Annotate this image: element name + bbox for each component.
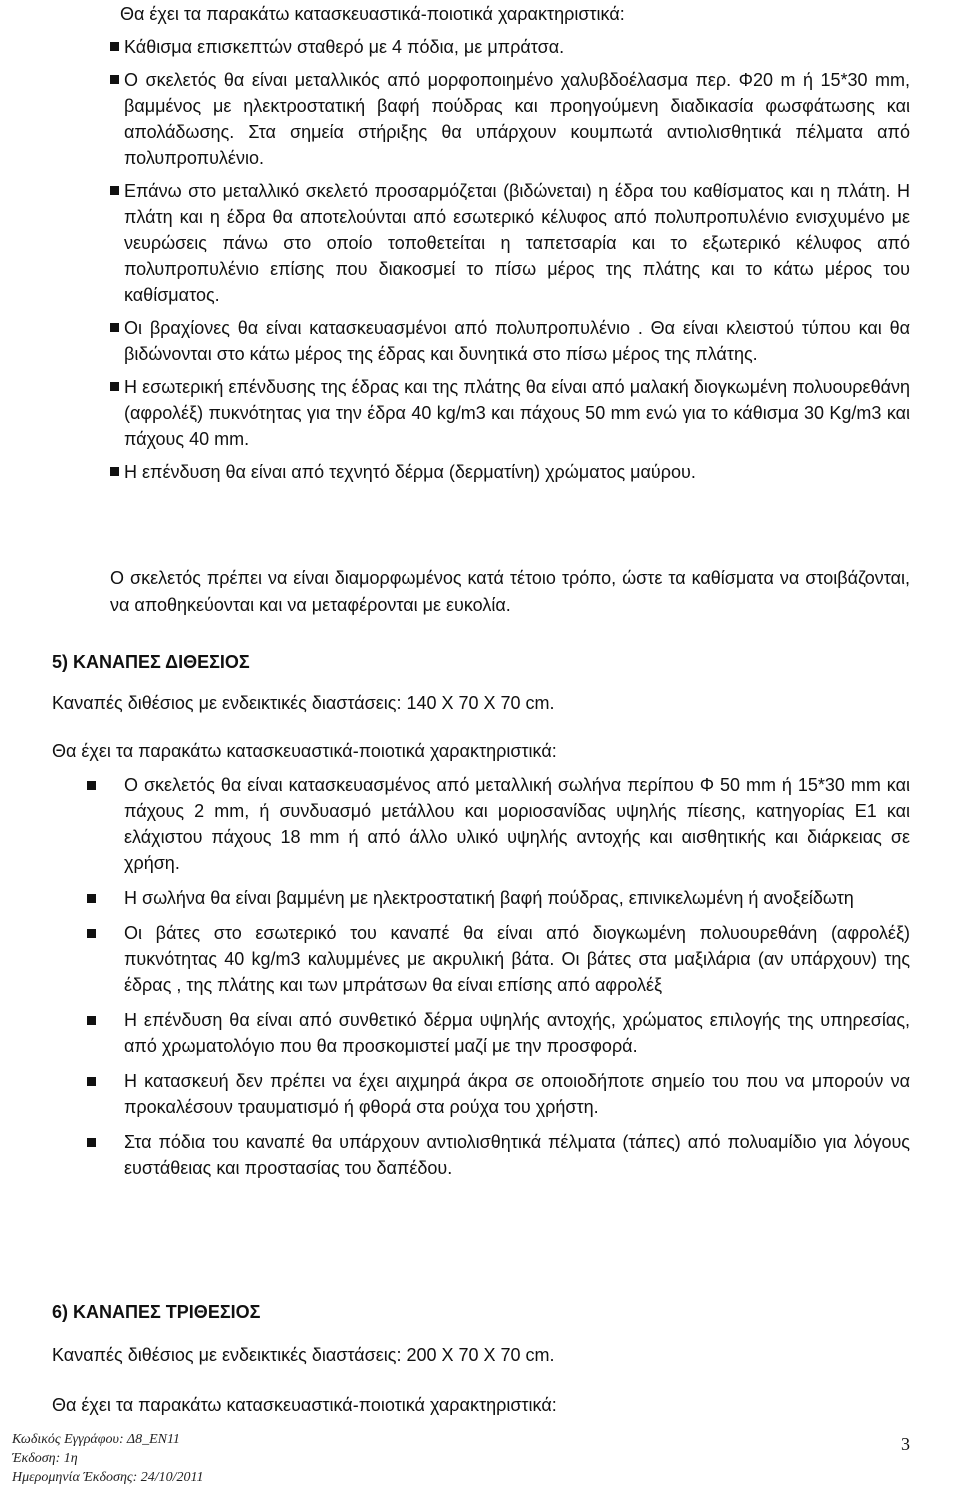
document-code: Κωδικός Εγγράφου: Δ8_ΕΝ11 bbox=[12, 1432, 180, 1447]
list-item: Οι βάτες στο εσωτερικό του καναπέ θα είναι από διογκωμένη πολυουρεθάνη (αφρολέξ) πυκνότητας 40 kg/m3 καλυμμένες με ακρυλική βάτα. Οι βάτες στα μαξιλάρια (αν υπάρχουν) της έδρας , της πλάτης και των μπράτσων θα είναι επίσης από αφρολέξ bbox=[124, 920, 910, 998]
list-item: Η επένδυση θα είναι από συνθετικό δέρμα υψηλής αντοχής, χρώματος επιλογής της υπηρεσίας, από χρωματολόγιο που θα προσκομιστεί μαζί με την προσφορά. bbox=[124, 1007, 910, 1059]
list-item: Στα πόδια του καναπέ θα υπάρχουν αντιολισθητικά πέλματα (τάπες) από πολυαμίδιο για λόγους ευστάθειας και προστασίας του δαπέδου. bbox=[124, 1129, 910, 1181]
square-bullet-icon bbox=[110, 42, 119, 51]
document-footer bbox=[12, 1430, 203, 1487]
section-6-dimensions: Καναπές διθέσιος με ενδεικτικές διαστάσεις: 200 Χ 70 Χ 70 cm. bbox=[52, 1345, 555, 1365]
square-bullet-icon bbox=[110, 467, 119, 476]
list-item: Η επένδυση θα είναι από τεχνητό δέρμα (δερματίνη) χρώματος μαύρου. bbox=[124, 459, 910, 485]
section-5-dimensions: Καναπές διθέσιος με ενδεικτικές διαστάσεις: 140 Χ 70 Χ 70 cm. bbox=[52, 693, 555, 713]
square-bullet-icon bbox=[87, 894, 96, 903]
list-item: Ο σκελετός θα είναι μεταλλικός από μορφοποιημένο χαλυβδοέλασμα περ. Φ20 m ή 15*30 mm, βαμμένος με ηλεκτροστατική βαφή πούδρας και προηγούμενη διαδικασία φωσφάτωσης και απολάδωσης. Στα σημεία στήριξης θα υπάρχουν κουμπωτά αντιολισθητικά πέλματα από πολυπροπυλένιο. bbox=[124, 67, 910, 171]
square-bullet-icon bbox=[110, 186, 119, 195]
document-date: Ημερομηνία Έκδοσης: 24/10/2011 bbox=[12, 1470, 204, 1485]
section-5-title: 5) ΚΑΝΑΠΕΣ ΔΙΘΕΣΙΟΣ bbox=[52, 652, 250, 672]
square-bullet-icon bbox=[87, 781, 96, 790]
section-6-title: 6) ΚΑΝΑΠΕΣ ΤΡΙΘΕΣΙΟΣ bbox=[52, 1302, 261, 1322]
square-bullet-icon bbox=[110, 75, 119, 84]
square-bullet-icon bbox=[87, 1016, 96, 1025]
closing-paragraph: Ο σκελετός πρέπει να είναι διαμορφωμένος κατά τέτοιο τρόπο, ώστε τα καθίσματα να στοιβάζονται, να αποθηκεύονται και να μεταφέρονται με ευκολία. bbox=[110, 568, 910, 615]
chair-spec-list bbox=[124, 34, 910, 492]
page-number: 3 bbox=[901, 1434, 910, 1454]
square-bullet-icon bbox=[110, 382, 119, 391]
list-item: Η σωλήνα θα είναι βαμμένη με ηλεκτροστατική βαφή πούδρας, επινικελωμένη ή ανοξείδωτη bbox=[124, 885, 910, 911]
sofa-spec-list bbox=[124, 772, 910, 1190]
square-bullet-icon bbox=[87, 929, 96, 938]
list-item: Η εσωτερική επένδυσης της έδρας και της πλάτης θα είναι από μαλακή διογκωμένη πολυουρεθάνη (αφρολέξ) πυκνότητας για την έδρα 40 kg/m3 και πάχους 50 mm ενώ για το κάθισμα 30 Kg/m3 και πάχους 40 mm. bbox=[124, 374, 910, 452]
list-item: Επάνω στο μεταλλικό σκελετό προσαρμόζεται (βιδώνεται) η έδρα του καθίσματος και η πλάτη. Η πλάτη και η έδρα θα αποτελούνται από εσωτερικό κέλυφος από πολυπροπυλένιο ενισχυμένο με νευρώσεις πάνω στο οποίο τοποθετείται η ταπετσαρία και το εξωτερικό κέλυφος από πολυπροπυλένιο επίσης που διακοσμεί το πίσω μέρος της πλάτης και το κάτω μέρος του καθίσματος. bbox=[124, 178, 910, 308]
section-5-intro: Θα έχει τα παρακάτω κατασκευαστικά-ποιοτικά χαρακτηριστικά: bbox=[52, 741, 557, 761]
list-item: Κάθισμα επισκεπτών σταθερό με 4 πόδια, με μπράτσα. bbox=[124, 34, 910, 60]
section-6-intro: Θα έχει τα παρακάτω κατασκευαστικά-ποιοτικά χαρακτηριστικά: bbox=[52, 1395, 557, 1415]
square-bullet-icon bbox=[110, 323, 119, 332]
document-edition: Έκδοση: 1η bbox=[12, 1451, 78, 1466]
section-intro: Θα έχει τα παρακάτω κατασκευαστικά-ποιοτικά χαρακτηριστικά: bbox=[120, 4, 625, 24]
square-bullet-icon bbox=[87, 1138, 96, 1147]
square-bullet-icon bbox=[87, 1077, 96, 1086]
list-item: Οι βραχίονες θα είναι κατασκευασμένοι από πολυπροπυλένιο . Θα είναι κλειστού τύπου και θα βιδώνονται στο κάτω μέρος της έδρας και δυνητικά στο πίσω μέρος της πλάτης. bbox=[124, 315, 910, 367]
list-item: Η κατασκευή δεν πρέπει να έχει αιχμηρά άκρα σε οποιοδήποτε σημείο του που να μπορούν να προκαλέσουν τραυματισμό ή φθορά στα ρούχα του χρήστη. bbox=[124, 1068, 910, 1120]
list-item: Ο σκελετός θα είναι κατασκευασμένος από μεταλλική σωλήνα περίπου Φ 50 mm ή 15*30 mm και πάχους 2 mm, ή συνδυασμό μετάλλου και μοριοσανίδας υψηλής πίεσης, κατηγορίας Ε1 και ελάχιστου πάχους 18 mm ή από άλλο υλικό υψηλής αντοχής και αισθητικής και διάρκειας σε χρήση. bbox=[124, 772, 910, 876]
